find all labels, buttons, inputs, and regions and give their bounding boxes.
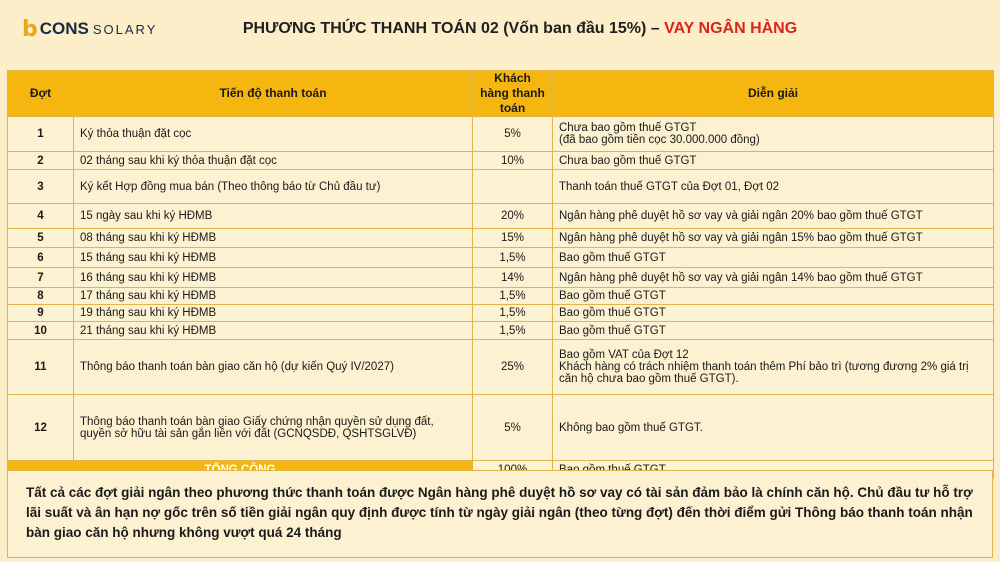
row-dot: 5: [8, 229, 74, 248]
row-dien-giai-line: Chưa bao gồm thuế GTGT: [559, 122, 697, 134]
row-thanh-toan: 5%: [473, 117, 553, 152]
row-tien-do: 17 tháng sau khi ký HĐMB: [74, 288, 473, 305]
row-thanh-toan: 20%: [473, 204, 553, 229]
row-dien-giai-line: Khách hàng có trách nhiệm thanh toán thêm Phí bảo trì (tương đương 2% giá trị căn hộ chưa bao gồm thuế GTGT).: [559, 361, 969, 385]
row-dot: 2: [8, 152, 74, 170]
row-dien-giai-line: Ngân hàng phê duyệt hồ sơ vay và giải ngân 15% bao gồm thuế GTGT: [559, 232, 923, 244]
row-tien-do: Ký thỏa thuận đặt cọc: [74, 117, 473, 152]
row-dien-giai: [553, 395, 994, 461]
row-dien-giai-line: Thanh toán thuế GTGT của Đợt 01, Đợt 02: [559, 180, 780, 193]
row-dot: 10: [8, 322, 74, 340]
row-dien-giai-line: Bao gồm VAT của Đợt 12: [559, 349, 689, 361]
row-tien-do: 02 tháng sau khi ký thỏa thuận đặt cọc: [74, 152, 473, 170]
row-thanh-toan: 1,5%: [473, 288, 553, 305]
row-thanh-toan: 1,5%: [473, 305, 553, 322]
row-dot: 11: [8, 340, 74, 395]
table-row: [8, 268, 994, 288]
brand-name: CONS: [39, 19, 89, 38]
row-thanh-toan: 1,5%: [473, 322, 553, 340]
payment-schedule-table: [7, 70, 994, 479]
row-tien-do: Thông báo thanh toán bàn giao căn hộ (dự kiến Quý IV/2027): [74, 340, 473, 395]
table-row: [8, 248, 994, 268]
note-text: Tất cả các đợt giải ngân theo phương thức thanh toán được Ngân hàng phê duyệt hồ sơ vay có tài sản đảm bảo là chính căn hộ. Chủ đầu tư hỗ trợ lãi suất và ân hạn nợ gốc trên số tiền giải ngân quy định được tính từ ngày giải ngân (theo từng đợt) đến thời điểm gửi Thông báo thanh toán nhận bàn giao căn hộ nhưng không vượt quá 24 tháng: [26, 485, 973, 540]
row-thanh-toan: 5%: [473, 395, 553, 461]
table-row: [8, 322, 994, 340]
row-dot: 3: [8, 170, 74, 204]
row-dien-giai-line: Bao gồm thuế GTGT: [559, 251, 666, 264]
row-thanh-toan: 14%: [473, 268, 553, 288]
row-thanh-toan: 1,5%: [473, 248, 553, 268]
row-tien-do: 19 tháng sau khi ký HĐMB: [74, 305, 473, 322]
row-dien-giai-line: Bao gồm thuế GTGT: [559, 290, 666, 302]
row-dot: 6: [8, 248, 74, 268]
row-dien-giai-line: Bao gồm thuế GTGT: [559, 307, 666, 319]
row-dien-giai: [553, 322, 994, 340]
row-tien-do: 15 tháng sau khi ký HĐMB: [74, 248, 473, 268]
row-tien-do: 16 tháng sau khi ký HĐMB: [74, 268, 473, 288]
brand-logo: [22, 12, 157, 46]
row-dien-giai-line: (đã bao gồm tiền cọc 30.000.000 đồng): [559, 134, 760, 146]
row-dien-giai-line: Không bao gồm thuế GTGT.: [559, 421, 703, 434]
brand-mark: b: [22, 16, 38, 42]
note-box: [7, 470, 993, 558]
row-dien-giai-line: Ngân hàng phê duyệt hồ sơ vay và giải ngân 14% bao gồm thuế GTGT: [559, 271, 923, 284]
row-tien-do: 08 tháng sau khi ký HĐMB: [74, 229, 473, 248]
row-tien-do: Thông báo thanh toán bàn giao Giấy chứng nhận quyền sử dụng đất, quyền sở hữu tài sản gắn liền với đất (GCNQSDĐ, QSHTSGLVĐ): [74, 395, 473, 461]
page-title-highlight: VAY NGÂN HÀNG: [664, 20, 798, 37]
table-row: [8, 395, 994, 461]
row-dien-giai-line: Chưa bao gồm thuế GTGT: [559, 154, 697, 167]
row-dien-giai: [553, 204, 994, 229]
row-thanh-toan: 10%: [473, 152, 553, 170]
row-dot: 12: [8, 395, 74, 461]
table-row: [8, 305, 994, 322]
row-dien-giai: [553, 229, 994, 248]
row-tien-do: Ký kết Hợp đồng mua bán (Theo thông báo từ Chủ đầu tư): [74, 170, 473, 204]
row-dot: 8: [8, 288, 74, 305]
table-header-row: [8, 71, 994, 117]
table-row: [8, 288, 994, 305]
row-dot: 7: [8, 268, 74, 288]
row-dien-giai: [553, 248, 994, 268]
row-dien-giai: [553, 152, 994, 170]
header-tien-do: Tiến độ thanh toán: [74, 71, 473, 117]
row-tien-do: 15 ngày sau khi ký HĐMB: [74, 204, 473, 229]
page-title: [200, 20, 840, 38]
page-title-main: PHƯƠNG THỨC THANH TOÁN 02 (Vốn ban đầu 15%) –: [242, 20, 665, 37]
row-dien-giai: [553, 340, 994, 395]
row-dien-giai-line: Bao gồm thuế GTGT: [559, 324, 666, 337]
table-row: [8, 229, 994, 248]
header-dot: Đợt: [8, 71, 74, 117]
header-dien-giai: Diễn giải: [553, 71, 994, 117]
row-thanh-toan: 15%: [473, 229, 553, 248]
row-dien-giai-line: Ngân hàng phê duyệt hồ sơ vay và giải ngân 20% bao gồm thuế GTGT: [559, 210, 923, 222]
row-thanh-toan: [473, 170, 553, 204]
row-dien-giai: [553, 305, 994, 322]
table-row: [8, 170, 994, 204]
row-tien-do: 21 tháng sau khi ký HĐMB: [74, 322, 473, 340]
brand-suffix: SOLARY: [92, 21, 158, 37]
row-thanh-toan: 25%: [473, 340, 553, 395]
row-dot: 1: [8, 117, 74, 152]
header-thanh-toan: Khách hàng thanh toán: [473, 71, 553, 117]
row-dien-giai: [553, 170, 994, 204]
row-dien-giai: [553, 288, 994, 305]
row-dot: 9: [8, 305, 74, 322]
table-row: [8, 340, 994, 395]
row-dien-giai: [553, 268, 994, 288]
table-row: [8, 152, 994, 170]
table-row: [8, 117, 994, 152]
row-dot: 4: [8, 204, 74, 229]
row-dien-giai: [553, 117, 994, 152]
table-row: [8, 204, 994, 229]
